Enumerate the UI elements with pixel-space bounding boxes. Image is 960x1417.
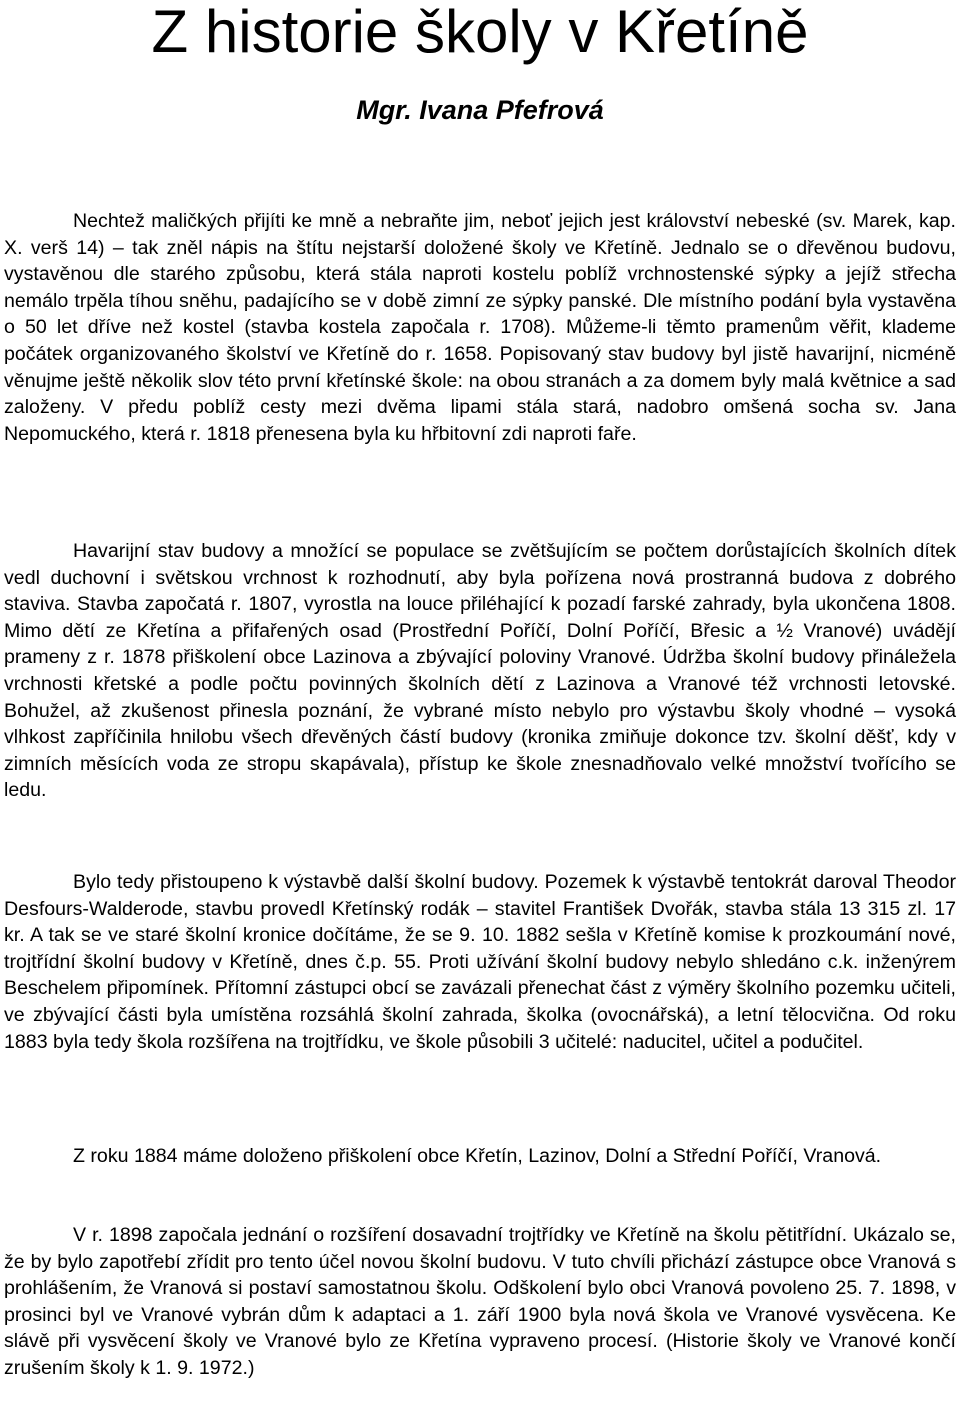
paragraph-1884: Z roku 1884 máme doloženo přiškolení obce Křetín, Lazinov, Dolní a Střední Poříčí, Vranová. (73, 1145, 882, 1167)
paragraph-third-school: Bylo tedy přistoupeno k výstavbě další školní budovy. Pozemek k výstavbě tentokrát daroval Theodor Desfours-Walderode, stavbu provedl Křetínský rodák – stavitel František Dvořák, stavba stála 13 315 zl. 17 kr. A tak se ve staré školní kronice dočítáme, že se 9. 10. 1882 sešla v Křetíně komise k prozkoumání nové, trojtřídní školní budovy v Křetíně, dnes č.p. 55. Proti užívání školní budovy nebylo shledáno c.k. inženýrem Beschelem připomínek. Přítomní zástupci obcí se zavázali přenechat část z výměry školního pozemku učiteli, ve zbývající části byla umístěna rozsáhlá školní zahrada, školka (ovocnářská), a letní tělocvična. Od roku 1883 byla tedy škola rozšířena na trojtřídku, ve škole působili 3 učitelé: naducitel, učitel a podučitel. (4, 871, 956, 1053)
document-title: Z historie školy v Křetíně (151, 0, 809, 65)
author-name: Mgr. Ivana Pfefrová (356, 95, 604, 125)
paragraph-first-school: Nechtež maličkých přijíti ke mně a nebraňte jim, neboť jejich jest království nebeské (sv. Marek, kap. X. verš 14) – tak zněl nápis na štítu nejstarší doložené školy ve Křetíně. Jednalo se o dřevěnou budovu, vystavěnou dle starého způsobu, která stála naproti kostelu poblíž vrchnostenské sýpky a jejíž střecha nemálo trpěla tíhou sněhu, padajícího se v době zimní ze sýpky panské. Dle místního podání byla vystavěna o 50 let dříve než kostel (stavba kostela započala r. 1708). Můžeme-li těmto pramenům věřit, klademe počátek organizovaného školství ve Křetíně do r. 1658. Popisovaný stav budovy byl jistě havarijní, nicméně věnujme ještě několik slov této první křetínské škole: na obou stranách a za domem byly malá květnice a sad založeny. V předu poblíž cesty mezi dvěma lipami stála stará, nadobro omšená socha sv. Jana Nepomuckého, která r. 1818 přenesena byla ku hřbitovní zdi naproti faře. (4, 210, 956, 445)
paragraph-second-school: Havarijní stav budovy a množící se populace se zvětšujícím se počtem dorůstajících školních dítek vedl duchovní i světskou vrchnost k rozhodnutí, aby byla pořízena nová prostranná budova z dobrého staviva. Stavba započatá r. 1807, vyrostla na louce přiléhající k pozadí farské zahrady, byla ukončena 1808. Mimo dětí ze Křetína a přifařených osad (Prostřední Poříčí, Dolní Poříčí, Břesic a ½ Vranové) uvádějí prameny z r. 1878 přiškolení obce Lazinova a zbývající poloviny Vranové. Údržba školní budovy přináležela vrchnosti křetské a podle počtu povinných školních dětí z Lazinova a Vranové též vrchnosti letovské. Bohužel, až zkušenost přinesla poznání, že vybrané místo nebylo pro výstavbu školy vhodné – vysoká vlhkost zapříčinila hnilobu všech dřevěných částí budovy (kronika zmiňuje dokonce tzv. školní děšť, kdy v zimních měsících voda ze stropu skapávala), přístup ke škole znesnadňovalo velké množství tvořícího se ledu. (4, 540, 956, 802)
paragraph-1898: V r. 1898 započala jednání o rozšíření dosavadní trojtřídky ve Křetíně na školu pětitřídní. Ukázalo se, že by bylo zapotřebí zřídit pro tento účel novou školní budovu. V tuto chvíli přichází zástupce obce Vranová s prohlášením, že Vranová si postaví samostatnou školu. Odškolení bylo obci Vranová povoleno 25. 7. 1898, v prosinci byl ve Vranové vybrán dům k adaptaci a 1. září 1900 byla nová škola ve Vranové vysvěcena. Ke slávě při vysvěcení školy ve Vranové bylo ze Křetína vypraveno procesí. (Historie školy ve Vranové končí zrušením školy k 1. 9. 1972.) (4, 1224, 956, 1379)
